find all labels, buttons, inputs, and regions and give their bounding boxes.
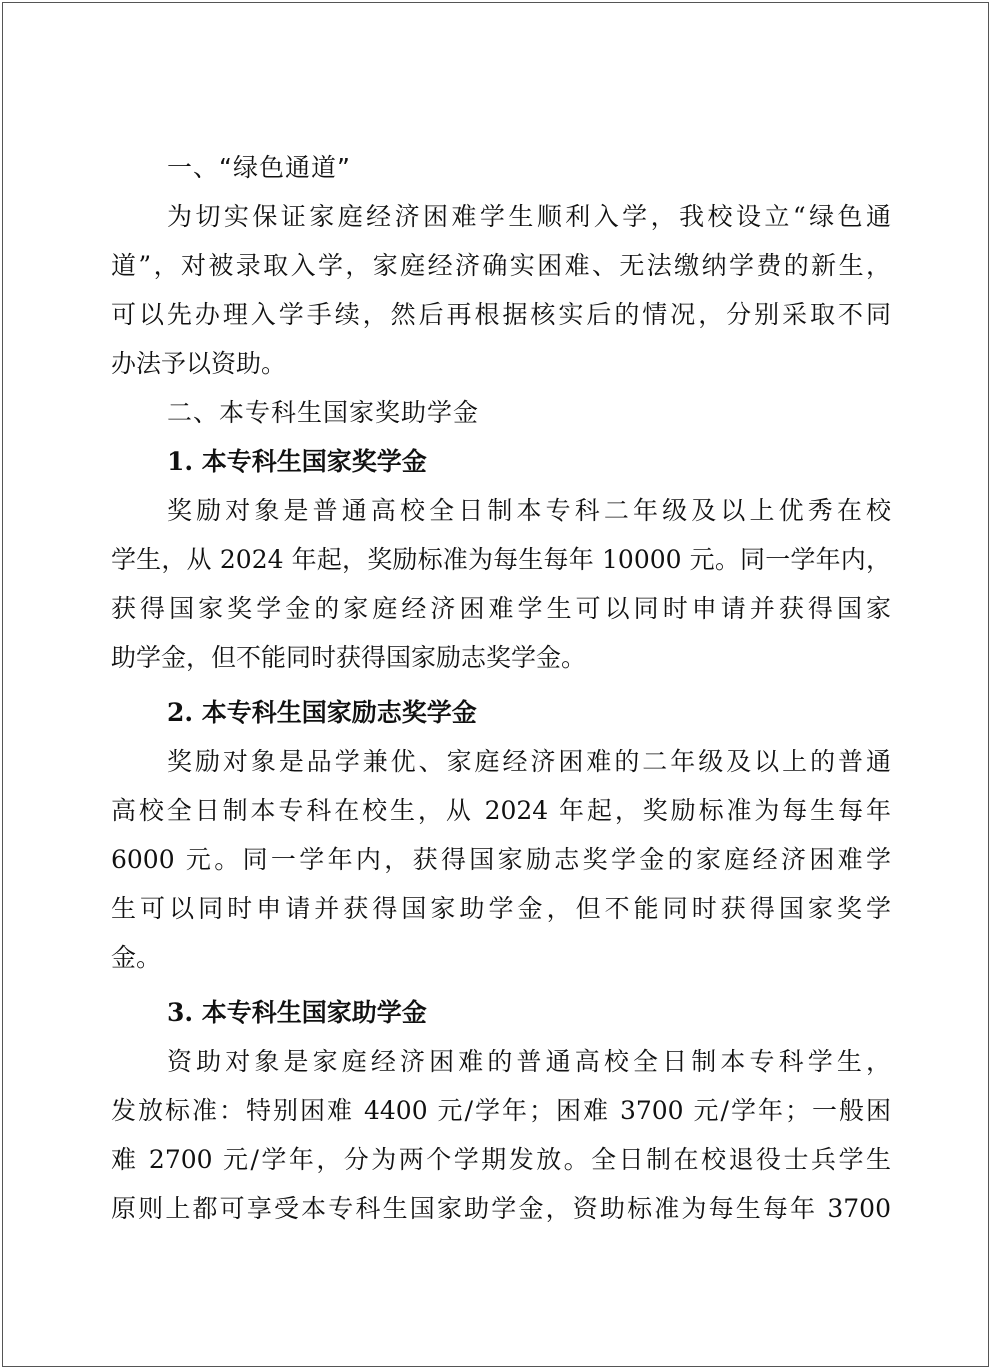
paragraph-line: 难 2700 元/学年，分为两个学期发放。全日制在校退役士兵学生 <box>111 1145 891 1174</box>
paragraph-line: 助学金，但不能同时获得国家励志奖学金。 <box>111 643 587 672</box>
paragraph-line: 奖励对象是品学兼优、家庭经济困难的二年级及以上的普通 <box>167 747 891 776</box>
paragraph-line: 高校全日制本专科在校生，从 2024 年起，奖励标准为每生每年 <box>111 796 891 825</box>
paragraph-line: 奖励对象是普通高校全日制本专科二年级及以上优秀在校 <box>167 496 891 525</box>
paragraph-line: 可以先办理入学手续，然后再根据核实后的情况，分别采取不同 <box>111 300 891 329</box>
subsection-heading-inspirational-scholarship: 2. 本专科生国家励志奖学金 <box>167 698 477 727</box>
paragraph-line: 学生，从 2024 年起，奖励标准为每生每年 10000 元。同一学年内， <box>111 545 891 574</box>
subsection-heading-national-grant: 3. 本专科生国家助学金 <box>167 998 427 1027</box>
paragraph-line: 金。 <box>111 943 162 972</box>
paragraph-line: 原则上都可享受本专科生国家助学金，资助标准为每生每年 3700 <box>111 1194 891 1223</box>
paragraph-line: 为切实保证家庭经济困难学生顺利入学，我校设立“绿色通 <box>167 202 891 231</box>
subsection-heading-national-scholarship: 1. 本专科生国家奖学金 <box>167 447 427 476</box>
paragraph-line: 道”，对被录取入学，家庭经济确实困难、无法缴纳学费的新生， <box>111 251 891 280</box>
section-heading-national-scholarships: 二、本专科生国家奖助学金 <box>167 398 480 427</box>
section-heading-green-channel: 一、“绿色通道” <box>167 153 351 182</box>
paragraph-line: 发放标准：特别困难 4400 元/学年；困难 3700 元/学年；一般困 <box>111 1096 891 1125</box>
paragraph-line: 办法予以资助。 <box>111 349 287 378</box>
paragraph-line: 资助对象是家庭经济困难的普通高校全日制本专科学生， <box>167 1047 891 1076</box>
paragraph-line: 6000 元。同一学年内，获得国家励志奖学金的家庭经济困难学 <box>111 845 891 874</box>
paragraph-line: 获得国家奖学金的家庭经济困难学生可以同时申请并获得国家 <box>111 594 891 623</box>
document-body <box>111 143 891 1233</box>
document-page <box>2 2 989 1367</box>
paragraph-line: 生可以同时申请并获得国家助学金，但不能同时获得国家奖学 <box>111 894 891 923</box>
